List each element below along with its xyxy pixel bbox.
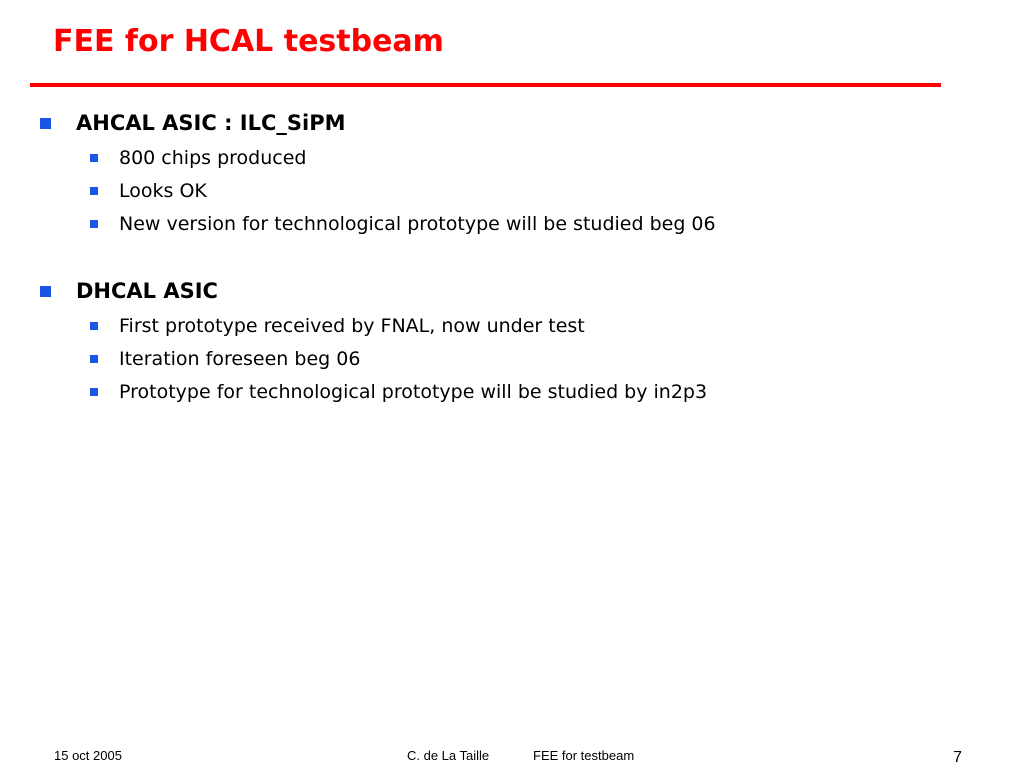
title-underline	[30, 83, 941, 87]
list-item: First prototype received by FNAL, now under test	[119, 315, 585, 337]
footer-author: C. de La Taille	[407, 748, 490, 763]
list-item: Looks OK	[119, 180, 207, 202]
square-bullet-icon	[90, 187, 98, 195]
list-item: Iteration foreseen beg 06	[119, 348, 361, 370]
page-number: 7	[953, 749, 962, 766]
footer-talk-title: FEE for testbeam	[533, 748, 635, 763]
square-bullet-icon	[90, 154, 98, 162]
list-item: New version for technological prototype will be studied beg 06	[119, 213, 716, 235]
section-heading-ahcal: AHCAL ASIC : ILC_SiPM	[76, 111, 346, 135]
square-bullet-icon	[90, 322, 98, 330]
square-bullet-icon	[90, 355, 98, 363]
square-bullet-icon	[90, 388, 98, 396]
slide-title: FEE for HCAL testbeam	[53, 24, 444, 59]
footer-date: 15 oct 2005	[54, 748, 122, 763]
square-bullet-icon	[90, 220, 98, 228]
square-bullet-icon	[40, 286, 51, 297]
list-item: 800 chips produced	[119, 147, 307, 169]
section-heading-dhcal: DHCAL ASIC	[76, 279, 218, 303]
square-bullet-icon	[40, 118, 51, 129]
list-item: Prototype for technological prototype will be studied by in2p3	[119, 381, 708, 403]
